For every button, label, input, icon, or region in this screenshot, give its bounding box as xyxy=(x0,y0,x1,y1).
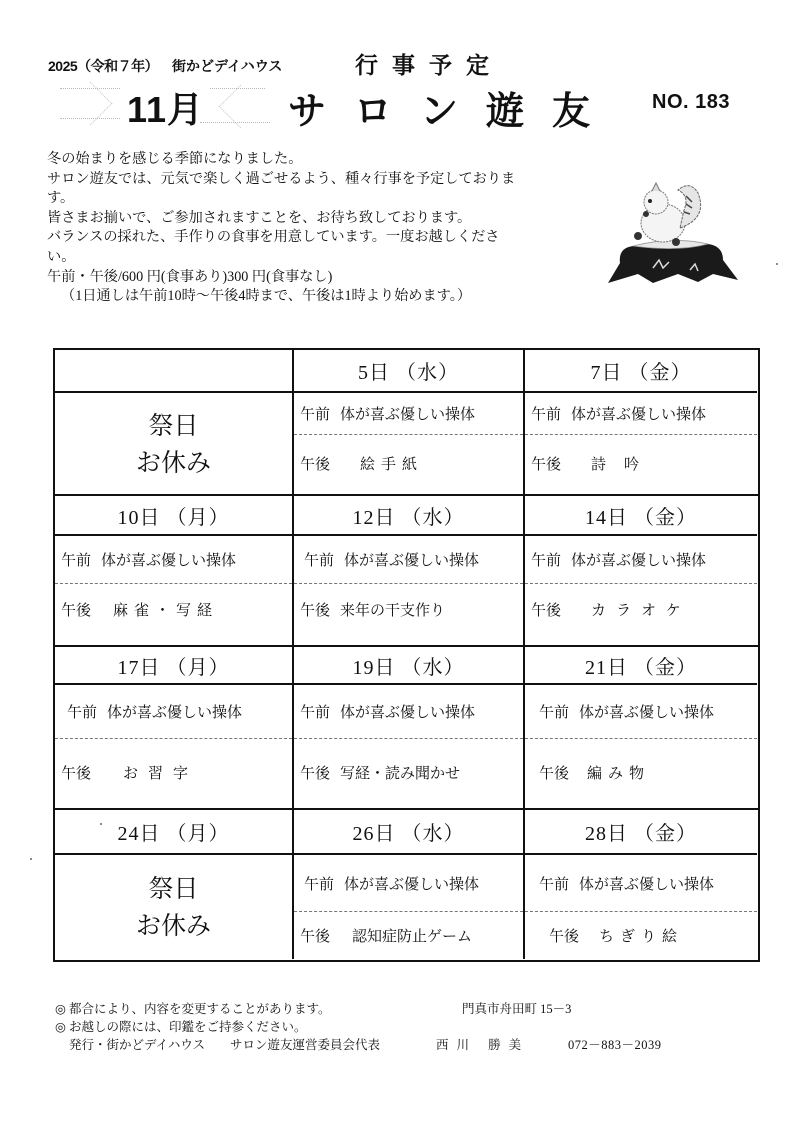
footer-line-2 xyxy=(55,1018,695,1036)
intro-line: バランスの採れた、手作りの食事を用意しています。一度お越しくださ xyxy=(47,229,500,246)
holiday-line2: お休み xyxy=(135,447,211,477)
page-title: サロン遊友 xyxy=(288,89,619,133)
pm-activity xyxy=(294,584,523,634)
pm-activity xyxy=(294,435,523,491)
am-activity-text: 体が喜ぶ優しい操体 xyxy=(101,551,237,569)
year-label: 2025（令和７年） xyxy=(48,58,159,74)
am-label: 午前 xyxy=(304,551,335,569)
am-label: 午前 xyxy=(67,703,98,721)
pm-activity-text: 麻雀・写経 xyxy=(113,600,219,619)
pm-label: 午後 xyxy=(300,763,331,782)
am-label: 午前 xyxy=(539,703,570,721)
pm-activity-text: 来年の干支作り xyxy=(340,600,446,619)
pm-activity xyxy=(525,739,757,805)
notice-seal: ◎ お越しの際には、印鑑をご持参ください。 xyxy=(55,1020,307,1034)
scan-speck xyxy=(30,858,32,860)
week-row-1 xyxy=(55,350,758,496)
am-activity-text: 体が喜ぶ優しい操体 xyxy=(340,703,476,721)
issue-number: NO. 183 xyxy=(652,91,730,113)
day-cell xyxy=(523,810,757,959)
intro-line: い。 xyxy=(47,248,76,265)
am-activity xyxy=(525,855,757,912)
pm-label: 午後 xyxy=(300,927,331,945)
week-row-3 xyxy=(55,647,758,810)
am-activity xyxy=(525,536,757,584)
day-date: 19日 （水） xyxy=(294,647,523,685)
am-activity-text: 体が喜ぶ優しい操体 xyxy=(579,874,715,893)
day-cell xyxy=(292,647,523,808)
day-cell xyxy=(55,647,292,808)
holiday-line1: 祭日 xyxy=(148,410,199,440)
day-cell xyxy=(55,496,292,645)
day-cell xyxy=(523,647,757,808)
am-activity-text: 体が喜ぶ優しい操体 xyxy=(340,405,476,423)
pm-activity xyxy=(525,912,757,959)
am-label: 午前 xyxy=(531,405,562,423)
organization-name: 街かどデイハウス xyxy=(172,59,283,75)
am-label: 午前 xyxy=(304,874,335,893)
pm-activity-text: 絵手紙 xyxy=(360,454,424,473)
address: 門真市舟田町 15－3 xyxy=(462,1002,572,1016)
hours-note: （1日通しは午前10時～午後4時まで、午後は1時より始めます。） xyxy=(61,288,472,305)
pm-activity-text: お習字 xyxy=(123,763,199,782)
day-cell xyxy=(292,350,523,494)
scan-speck xyxy=(100,823,102,825)
pm-label: 午後 xyxy=(539,763,570,782)
day-date: 21日 （金） xyxy=(525,647,757,685)
pm-activity xyxy=(294,739,523,805)
pm-activity-text: カラオケ xyxy=(591,600,691,619)
am-activity xyxy=(525,685,757,739)
day-date: 26日 （水） xyxy=(294,810,523,855)
squirrel-on-stump-icon xyxy=(598,178,758,288)
am-label: 午前 xyxy=(300,703,331,721)
am-activity xyxy=(294,393,523,435)
am-activity-text: 体が喜ぶ優しい操体 xyxy=(344,874,480,893)
holiday-line1: 祭日 xyxy=(148,874,199,903)
day-cell-holiday xyxy=(55,810,292,959)
am-activity xyxy=(294,685,523,739)
day-date: 10日 （月） xyxy=(55,496,292,536)
pm-label: 午後 xyxy=(61,600,92,619)
am-activity xyxy=(55,536,292,584)
am-activity xyxy=(55,685,292,739)
intro-text xyxy=(47,150,577,307)
day-date: 28日 （金） xyxy=(525,810,757,855)
week-row-2 xyxy=(55,496,758,647)
day-cell-holiday xyxy=(55,350,292,494)
intro-line: 皆さまお揃いで、ご参加されますことを、お待ち致しております。 xyxy=(47,209,472,226)
pm-label: 午後 xyxy=(549,927,580,945)
am-activity xyxy=(294,855,523,912)
day-date: 17日 （月） xyxy=(55,647,292,685)
day-cell xyxy=(292,810,523,959)
representative: 西川 勝美 xyxy=(436,1038,530,1052)
pm-activity-text: ちぎり絵 xyxy=(599,927,684,945)
holiday-label xyxy=(55,855,292,959)
week-row-4 xyxy=(55,810,758,959)
am-label: 午前 xyxy=(539,874,570,893)
pm-activity xyxy=(294,912,523,959)
am-label: 午前 xyxy=(531,551,562,569)
intro-line: す。 xyxy=(47,190,75,207)
holiday-label xyxy=(55,393,292,494)
pm-label: 午後 xyxy=(61,763,92,782)
empty-day-header xyxy=(55,350,292,393)
pm-label: 午後 xyxy=(300,600,331,619)
am-activity xyxy=(294,536,523,584)
intro-line: 冬の始まりを感じる季節になりました。 xyxy=(47,151,303,167)
day-date: 14日 （金） xyxy=(525,496,757,536)
scan-speck xyxy=(776,263,778,265)
month-label: 11月 xyxy=(127,89,205,130)
pm-activity-text: 詩吟 xyxy=(591,454,658,473)
am-activity-text: 体が喜ぶ優しい操体 xyxy=(579,703,715,721)
pm-activity-text: 認知症防止ゲーム xyxy=(352,927,473,945)
pm-activity xyxy=(525,584,757,634)
am-activity-text: 体が喜ぶ優しい操体 xyxy=(571,405,707,423)
schedule-table xyxy=(53,348,760,962)
am-activity-text: 体が喜ぶ優しい操体 xyxy=(107,703,243,721)
phone-number: 072－883－2039 xyxy=(568,1038,662,1052)
day-date: 5日 （水） xyxy=(294,350,523,393)
document-kind: 行事予定 xyxy=(355,53,503,79)
pm-activity-text: 編み物 xyxy=(587,763,651,782)
day-date: 24日 （月） xyxy=(55,810,292,855)
day-date: 7日 （金） xyxy=(525,350,757,393)
day-cell xyxy=(523,496,757,645)
am-label: 午前 xyxy=(61,551,92,569)
committee: サロン遊友運営委員会代表 xyxy=(230,1038,381,1052)
am-activity-text: 体が喜ぶ優しい操体 xyxy=(571,551,707,569)
day-cell xyxy=(292,496,523,645)
am-label: 午前 xyxy=(300,405,331,423)
footer xyxy=(55,1000,695,1054)
price-line: 午前・午後/600 円(食事あり)300 円(食事なし) xyxy=(47,268,333,285)
am-activity-text: 体が喜ぶ優しい操体 xyxy=(344,551,480,569)
issuer: 発行・街かどデイハウス xyxy=(69,1038,206,1052)
pm-label: 午後 xyxy=(531,454,562,473)
pm-label: 午後 xyxy=(531,600,562,619)
notice-change: ◎ 都合により、内容を変更することがあります。 xyxy=(55,1002,331,1016)
footer-line-3 xyxy=(55,1036,695,1054)
holiday-line2: お休み xyxy=(135,911,211,940)
pm-label: 午後 xyxy=(300,454,331,473)
intro-line: サロン遊友では、元気で楽しく過ごせるよう、種々行事を予定しておりま xyxy=(47,170,516,187)
pm-activity-text: 写経・読み聞かせ xyxy=(340,763,461,782)
pm-activity xyxy=(525,435,757,491)
pm-activity xyxy=(55,584,292,634)
footer-line-1 xyxy=(55,1000,695,1018)
day-date: 12日 （水） xyxy=(294,496,523,536)
day-cell xyxy=(523,350,757,494)
am-activity xyxy=(525,393,757,435)
pm-activity xyxy=(55,739,292,805)
